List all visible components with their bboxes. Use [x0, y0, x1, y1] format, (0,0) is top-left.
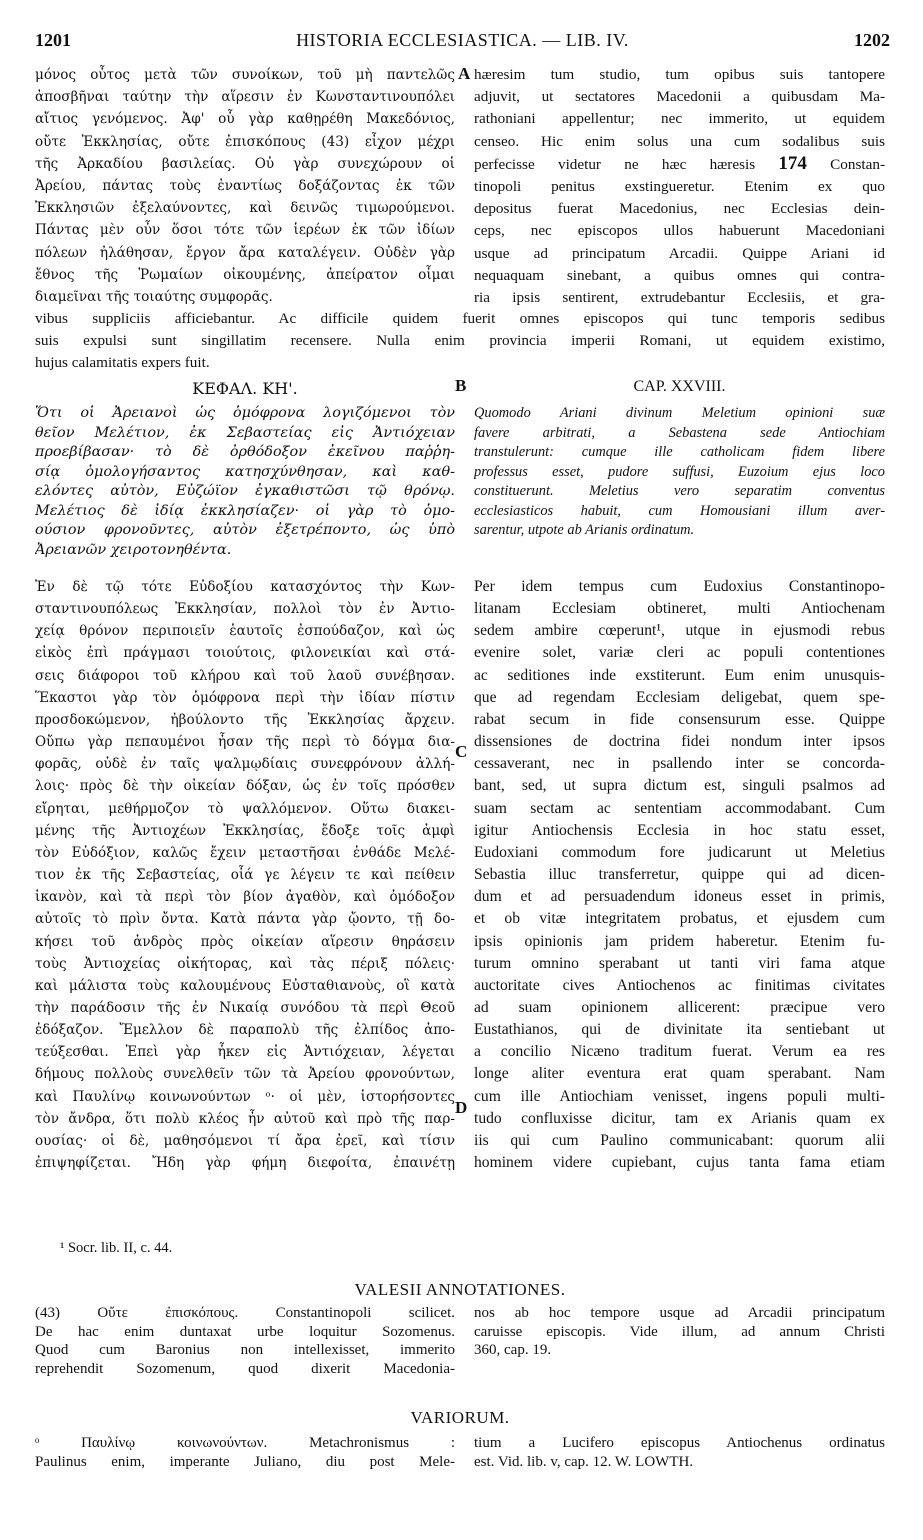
- text-line: hujus calamitatis expers fuit.: [35, 354, 210, 372]
- text-line: auctoritate cives Antiochenos ac finitimas civitates: [474, 976, 885, 994]
- text-line: Ἀρείου, πάντας τοὺς ἐναντίως δοξάζοντας ἐκ τῶν: [35, 178, 455, 195]
- text-line: caruisse episcopis. Vide illum, ad annum Christi: [474, 1323, 885, 1340]
- text-line: ceps, nec episcopos ullos habuerunt Macedoniani: [474, 222, 885, 240]
- text-line: Eudoxiani commodum fore judicarunt ut Meletius: [474, 843, 885, 861]
- text-line: sarentur, utpote ab Arianis ordinatum.: [474, 522, 695, 538]
- text-line: αὐτοῖς τὸ πρὶν ὄντα. Κατὰ πάντα γὰρ ᾤοντο, τῇ δο-: [35, 911, 455, 928]
- text-line: iis qui cum Paulino communicabant: quorum alii: [474, 1131, 885, 1149]
- text-line: Μελέτιος δὲ ἰδίᾳ ἐκκλησίαζεν· οἱ γὰρ τὸ ὁμο-: [35, 502, 455, 519]
- text-line: διαμεῖναι τῆς τοιαύτης συμφορᾶς.: [35, 289, 273, 306]
- text-line: Πάντας μὲν οὖν ὅσοι τότε τῶν ἱερέων ἐκ τῶν ἰδίων: [35, 222, 455, 239]
- text-line: τῆς Ἀρκαδίου βασιλείας. Οὐ γὰρ συνεχώρουν οἱ: [35, 155, 455, 172]
- text-line: dissensiones de doctrina fidei nondum inter ipsos: [474, 733, 885, 751]
- margin-marker-c: C: [455, 742, 468, 761]
- text-line: Ἕκαστοι γὰρ τὸν ὁμόφρονα περὶ τὴν ἰδίαν πίστιν: [35, 689, 455, 706]
- text-line: Per idem tempus cum Eudoxius Constantinopo-: [474, 578, 885, 595]
- text-line: ἔθνος τῆς Ῥωμαίων οἰκουμένης, ἀπείρατον οἶμαι: [35, 266, 455, 283]
- text-line: προσδοκώμενον, ἠβούλοντο τῆς Ἐκκλησίας ἄρχειν.: [35, 711, 455, 728]
- text-line: Οὔπω γὰρ πεπαυμένοι ἦσαν τῆς περὶ τὸ δόγμα δια-: [35, 734, 455, 751]
- text-line: Ὅτι οἱ Ἀρειανοὶ ὡς ὁμόφρονα λογιζόμενοι τὸν: [35, 405, 455, 421]
- text-fragment: perfecisse videtur ne hæc hæresis: [474, 155, 779, 173]
- latin-chapter-heading: CAP. XXVIII.: [633, 378, 726, 395]
- text-line: Sebastia illuc transferretur, quippe qui ad dicen-: [474, 866, 885, 884]
- text-line: tudo confluxisse dicitur, tam ex Arianis quam ex: [474, 1109, 885, 1127]
- text-line: bant, sed, ut supra dictum est, singuli psalmos ad: [474, 777, 885, 795]
- margin-marker-d: D: [455, 1098, 468, 1117]
- greek-chapter-heading: ΚΕΦΑΛ. ΚΗ'.: [192, 379, 298, 398]
- text-line: ria ipsis sentirent, extrudebantur Ecclesiis, et gra-: [474, 289, 885, 307]
- page-number-right: 1202: [854, 30, 890, 50]
- text-line: Paulinus enim, imperante Juliano, diu post Mele-: [35, 1453, 455, 1470]
- text-line: πόλεων ἠλάθησαν, ἔργον ἄρα καταλέγειν. Οὐδὲν γὰρ: [35, 244, 455, 261]
- text-line: μένης τῆς Ἀντιοχέων Ἐκκλησίας, ἔδοξε τοῖς ἀμφὶ: [35, 822, 455, 839]
- text-line: dum et ad persuadendum idoneus esset in primis,: [474, 888, 885, 906]
- text-line: εἰκὸς ἐπὶ πράγμασι τοιούτοις, φιλονεικίαι καὶ στά-: [35, 645, 455, 662]
- text-line: αἴτιος γενόμενος. Ἀφ' οὗ γὰρ καθῃρέθη Μακεδόνιος,: [35, 111, 455, 128]
- text-line: cum ille Antiochiam venisset, ingens populi multi-: [474, 1087, 885, 1105]
- text-line: hæresim tum studio, tum opibus suis tantopere: [474, 66, 885, 83]
- footnote: ¹ Socr. lib. II, c. 44.: [60, 1240, 173, 1256]
- text-line: favere arbitrati, a Sebastena sede Antiochiam: [474, 424, 885, 441]
- text-line: vibus suppliciis afficiebantur. Ac difficile quidem fuerit omnes episcopos qui tunc temporis sedibus: [35, 310, 885, 327]
- text-line: et ob vitæ integritatem probatus, et ejusdem cum: [474, 910, 885, 928]
- text-line: ad suam opinionem allicerent: præcipue vero: [474, 998, 885, 1016]
- text-line: Ἀρειανῶν χειροτονηθέντα.: [35, 541, 232, 558]
- text-line: δήμους πολλοὺς συνελθεῖν τῶν τὰ Ἀρείου φρονούντων,: [35, 1066, 455, 1083]
- text-line: cessaverant, nec in psallendo inter se concorda-: [474, 755, 885, 773]
- text-line: igitur Antiochensis Ecclesia in hoc statu esset,: [474, 821, 885, 839]
- running-title: HISTORIA ECCLESIASTICA. — LIB. IV.: [296, 30, 629, 50]
- text-line: σταντινουπόλεως Ἐκκλησίαν, πολλοὶ τὸν ἐν Ἀντιο-: [35, 601, 455, 618]
- text-line: usque ad principatum Arcadii. Quippe Ariani id: [474, 244, 885, 262]
- text-line: ελόντες αὐτὸν, Εὐζώϊον ἐγκαθιστῶσι τῷ θρόνῳ.: [35, 483, 455, 499]
- text-line: sedem ambire cœperunt¹, utque in ejusmodi rebus: [474, 622, 885, 640]
- text-line: καὶ μάλιστα τοὺς καλουμένους Εὐσταθιανοὺς, οἳ κατὰ: [35, 977, 455, 994]
- full-width-text: [35, 308, 885, 375]
- greek-column-top: [35, 64, 455, 308]
- text-line: τοὺς Ἀντιοχείας οἰκήτορας, καὶ τὰς πέριξ πόλεις·: [35, 955, 455, 972]
- text-line: τὸν ἄνδρα, ὅτι πολὺ κλέος ἦν αὐτοῦ καὶ πρὸ τῆς παρ-: [35, 1110, 455, 1127]
- text-line: σεις διάφοροι τοῦ κλήρου καὶ τοῦ λαοῦ συνέβησαν.: [35, 667, 455, 684]
- text-line: τὴν παράδοσιν τῆς ἐν Νικαίᾳ συνόδου τὰ περὶ Θεοῦ: [35, 999, 455, 1016]
- text-line: tium a Lucifero episcopus Antiochenus ordinatus: [474, 1435, 885, 1451]
- page-header: [35, 30, 890, 56]
- text-line: θεῖον Μελέτιον, ἐκ Σεβαστείας εἰς Ἀντιόχειαν: [35, 424, 455, 441]
- text-line: Ἐκκλησιῶν ἐξελαύνοντες, καὶ δεινῶς τιμωρούμενοι.: [35, 200, 455, 217]
- text-line: ἐπιψηφίζεται. Ἤδη γὰρ φήμη διεφοίτα, ἐπαινέτῃ: [35, 1155, 455, 1172]
- text-line: προεβίβασαν· τὸ δὲ ὀρθόδοξον ἐκεῖνου παῤῥη-: [35, 444, 455, 460]
- text-line: χείᾳ θρόνον περιποιεῖν ἑαυτοῖς ἐσπούδαζον, καὶ ὡς: [35, 623, 455, 640]
- text-line: De hac enim duntaxat urbe loquitur Sozomenus.: [35, 1323, 455, 1340]
- text-line: que ad regendam Ecclesiam deligebat, quem spe-: [474, 688, 885, 706]
- text-line: καὶ Παυλίνῳ κοινωνούντων ᵒ· οἱ μὲν, ἱστορήσοντες: [35, 1088, 455, 1105]
- text-line: ac seditiones inde exstiterunt. Eum enim unusquis-: [474, 666, 885, 684]
- text-line: τὸν Εὐδόξιον, καλῶς ἔχειν μεταστῆσαι ἐνθάδε Μελέ-: [35, 844, 455, 861]
- text-line: 360, cap. 19.: [474, 1342, 552, 1359]
- text-line: est. Vid. lib. v, cap. 12. W. LOWTH.: [474, 1453, 694, 1470]
- valesii-notes-right: [474, 1304, 885, 1360]
- text-line: evenire solet, variæ cleri ac populi contentiones: [474, 644, 885, 662]
- text-line: (43) Οὔτε ἐπισκόπους. Constantinopoli scilicet.: [35, 1305, 455, 1321]
- latin-body-text: [474, 576, 885, 1174]
- text-line: Quod cum Baronius non intellexisset, immerito: [35, 1342, 455, 1359]
- text-line: adjuvit, ut sectatores Macedonii a quibusdam Ma-: [474, 88, 885, 106]
- text-line: Quomodo Ariani divinum Meletium opinioni suæ: [474, 405, 885, 421]
- text-line: τιον ἐκ τῆς Σεβαστείας, οἷά γε λέγειν τε καὶ πείθειν: [35, 867, 455, 884]
- variorum-notes-left: [35, 1434, 455, 1471]
- text-line: transtulerunt: cumque ille catholicam fidem libere: [474, 444, 885, 460]
- latin-chapter-summary: [474, 404, 885, 541]
- text-line: Eustathianos, qui de divinitate ita sentiebant ut: [474, 1021, 885, 1039]
- text-line: ουσίας· οἱ δὲ, μαθησόμενοι τί ἄρα ἐρεῖ, καὶ τίσιν: [35, 1132, 455, 1149]
- text-line: ἐδόξαζον. Ἔμελλον δὲ παραπολὺ τῆς ἐλπίδος ἀπο-: [35, 1022, 455, 1039]
- text-line: κήσει τοῦ ἀνδρὸς πρὸς οἰκείαν αἵρεσιν θηράσειν: [35, 933, 455, 950]
- text-line: ᵒ Παυλίνῳ κοινωνούντων. Metachronismus :: [35, 1435, 455, 1451]
- text-line: litanam Ecclesiam obtineret, multi Antiochenam: [474, 600, 885, 618]
- page-number-left: 1201: [35, 30, 71, 50]
- text-line: hominem videre cupiebant, cujus tanta fama etiam: [474, 1154, 885, 1172]
- text-line: nequaquam sinebant, a quibus omnes qui contra-: [474, 266, 885, 284]
- text-line: censeo. Hic enim solus una cum sodalibus suis: [474, 132, 885, 150]
- text-line: ἱκανὸν, καὶ τὰ περὶ τὸν βίον ἀγαθὸν, καὶ ὁμόδοξον: [35, 889, 455, 906]
- text-line: turum omnino sperabant ut tanti viri fama atque: [474, 954, 885, 972]
- text-line: reprehendit Sozomenum, quod dixerit Macedonia-: [35, 1360, 455, 1377]
- variorum-title: VARIORUM.: [410, 1408, 510, 1427]
- text-line: οὔτε Ἐκκλησίας, οὔτε ἐπισκόπους (43) εἶχον μέχρι: [35, 133, 455, 150]
- variorum-notes-right: [474, 1434, 885, 1471]
- margin-marker-a: A: [458, 64, 471, 83]
- text-line: suis expulsi sunt singillatim recensere. Nulla enim provincia imperii Romani, ut equidem existimo,: [35, 332, 885, 350]
- text-line: nos ab hoc tempore usque ad Arcadii principatum: [474, 1305, 885, 1321]
- text-line: σίᾳ ὁμολογήσαντος κατησχύνθησαν, καὶ καθ-: [35, 463, 455, 480]
- valesii-annotations-title: VALESII ANNOTATIONES.: [354, 1280, 566, 1299]
- text-line: ipsis opinionis jam pridem haberetur. Etenim fu-: [474, 932, 885, 950]
- column-number-marker: 174: [778, 152, 807, 174]
- text-line: μόνος οὗτος μετὰ τῶν συνοίκων, τοῦ μὴ παντελῶς: [35, 67, 455, 83]
- text-line: a concilio Nicæno traditum fuerat. Verum ea res: [474, 1043, 885, 1061]
- text-line: suam sectam ac sententiam accommodabant. Cum: [474, 799, 885, 817]
- text-line: λοις· πρὸς δὲ τὴν οἰκείαν δόξαν, ὡς ἐν τοῖς πρόσθεν: [35, 778, 455, 795]
- text-line: ούσιον φρονοῦντες, αὐτὸν ἐξετρέποντο, ὡς ὑπὸ: [35, 522, 455, 538]
- margin-marker-b: B: [455, 376, 467, 395]
- text-fragment: Constan-: [806, 155, 885, 173]
- text-line: φορᾶς, οὐδὲ ἐν ταῖς ψαλμῳδίαις συνεφρόνουν ἀλλή-: [35, 756, 455, 773]
- text-line: τεύξεσθαι. Ἐπεὶ γὰρ ἧκεν εἰς Ἀντιόχειαν, λέγεται: [35, 1044, 455, 1061]
- text-line: depositus fuerat Macedonius, nec Ecclesias dein-: [474, 200, 885, 218]
- text-line: professus esset, pudore suffusi, Euzoium ejus loco: [474, 463, 885, 480]
- text-line: longe aliter eventura erat quam sperabant. Nam: [474, 1065, 885, 1083]
- text-line: constituerunt. Meletius vero separatim conventus: [474, 483, 885, 499]
- greek-chapter-summary: [35, 404, 455, 560]
- text-line: rabat secum in fide consensurum esse. Quippe: [474, 710, 885, 728]
- greek-body-text: [35, 576, 455, 1174]
- text-line: tinopoli penitus exstingueretur. Etenim ex quo: [474, 178, 885, 196]
- latin-column-top: [474, 64, 885, 309]
- text-line: ecclesiasticos habuit, cum Homousiani illum aver-: [474, 502, 885, 519]
- text-line: ἀποσβῆναι ταύτην τὴν αἵρεσιν ἐν Κωνσταντινουπόλει: [35, 89, 455, 106]
- text-line: εἴρηται, μεθήρμοζον τὸ ψαλλόμενον. Οὕτω διακει-: [35, 800, 455, 817]
- valesii-notes-left: [35, 1304, 455, 1378]
- text-line: rathoniani appellentur; nec immerito, ut equidem: [474, 110, 885, 128]
- text-line: Ἐν δὲ τῷ τότε Εὐδοξίου κατασχόντος τὴν Κων-: [35, 579, 455, 595]
- text-line: [474, 153, 885, 176]
